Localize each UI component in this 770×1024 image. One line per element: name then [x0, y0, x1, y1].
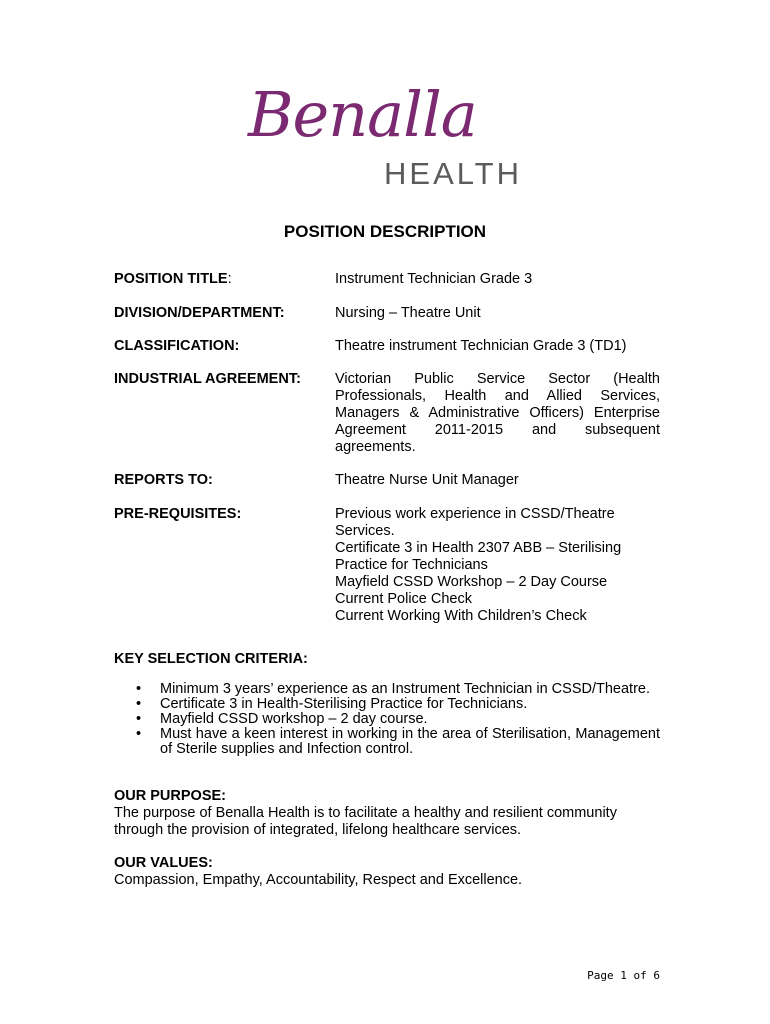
- values-heading: OUR VALUES:: [114, 855, 213, 871]
- prerequisite-line: Current Working With Children’s Check: [335, 608, 587, 624]
- field-value: Nursing – Theatre Unit: [335, 305, 481, 321]
- field-value: Theatre instrument Technician Grade 3 (TD1): [335, 338, 627, 354]
- prerequisite-line: Practice for Technicians: [335, 557, 488, 573]
- field-label: DIVISION/DEPARTMENT:: [114, 305, 285, 321]
- field-value: Victorian Public Service Sector (Health Professionals, Health and Allied Services, Managers & Administrative Officers) Enterprise Agreement 2011-2015 and subsequent agreements.: [335, 371, 660, 455]
- purpose-heading: OUR PURPOSE:: [114, 788, 226, 804]
- field-label: REPORTS TO:: [114, 472, 213, 488]
- values-text: Compassion, Empathy, Accountability, Respect and Excellence.: [114, 872, 523, 888]
- prerequisite-line: Certificate 3 in Health 2307 ABB – Sterilising: [335, 540, 622, 556]
- bullet-icon: •: [136, 681, 142, 697]
- bullet-icon: •: [136, 711, 142, 727]
- key-selection-list: [114, 682, 660, 757]
- list-item: • Minimum 3 years’ experience as an Instrument Technician in CSSD/Theatre.: [136, 681, 650, 697]
- list-item: • Mayfield CSSD workshop – 2 day course.: [136, 711, 428, 727]
- prerequisite-line: Mayfield CSSD Workshop – 2 Day Course: [335, 574, 608, 590]
- page-number: Page 1 of 6: [587, 969, 660, 982]
- logo-sub-text: HEALTH: [384, 156, 523, 191]
- field-label: PRE-REQUISITES:: [114, 506, 242, 522]
- field-label: POSITION TITLE:: [114, 271, 232, 287]
- benalla-health-logo: [248, 78, 538, 194]
- logo-script-text: Benalla: [248, 78, 477, 151]
- key-selection-heading: KEY SELECTION CRITERIA:: [114, 651, 308, 667]
- prerequisite-line: Previous work experience in CSSD/Theatre: [335, 506, 615, 522]
- field-label: CLASSIFICATION:: [114, 338, 240, 354]
- document-title: POSITION DESCRIPTION: [283, 222, 487, 241]
- list-item: • Certificate 3 in Health-Sterilising Practice for Technicians.: [136, 696, 528, 712]
- field-value: Instrument Technician Grade 3: [335, 271, 533, 287]
- bullet-icon: •: [136, 726, 142, 742]
- field-label: INDUSTRIAL AGREEMENT:: [114, 371, 301, 387]
- bullet-icon: •: [136, 696, 142, 712]
- prerequisite-line: Current Police Check: [335, 591, 472, 607]
- purpose-text: The purpose of Benalla Health is to facilitate a healthy and resilient community through the provision of integrated, lifelong healthcare services.: [114, 805, 617, 838]
- prerequisites-list: [335, 506, 660, 625]
- field-value: Theatre Nurse Unit Manager: [335, 472, 519, 488]
- prerequisite-line: Services.: [335, 523, 395, 539]
- list-item: • Must have a keen interest in working in the area of Sterilisation, Management of Sterile supplies and Infection control.: [136, 726, 660, 757]
